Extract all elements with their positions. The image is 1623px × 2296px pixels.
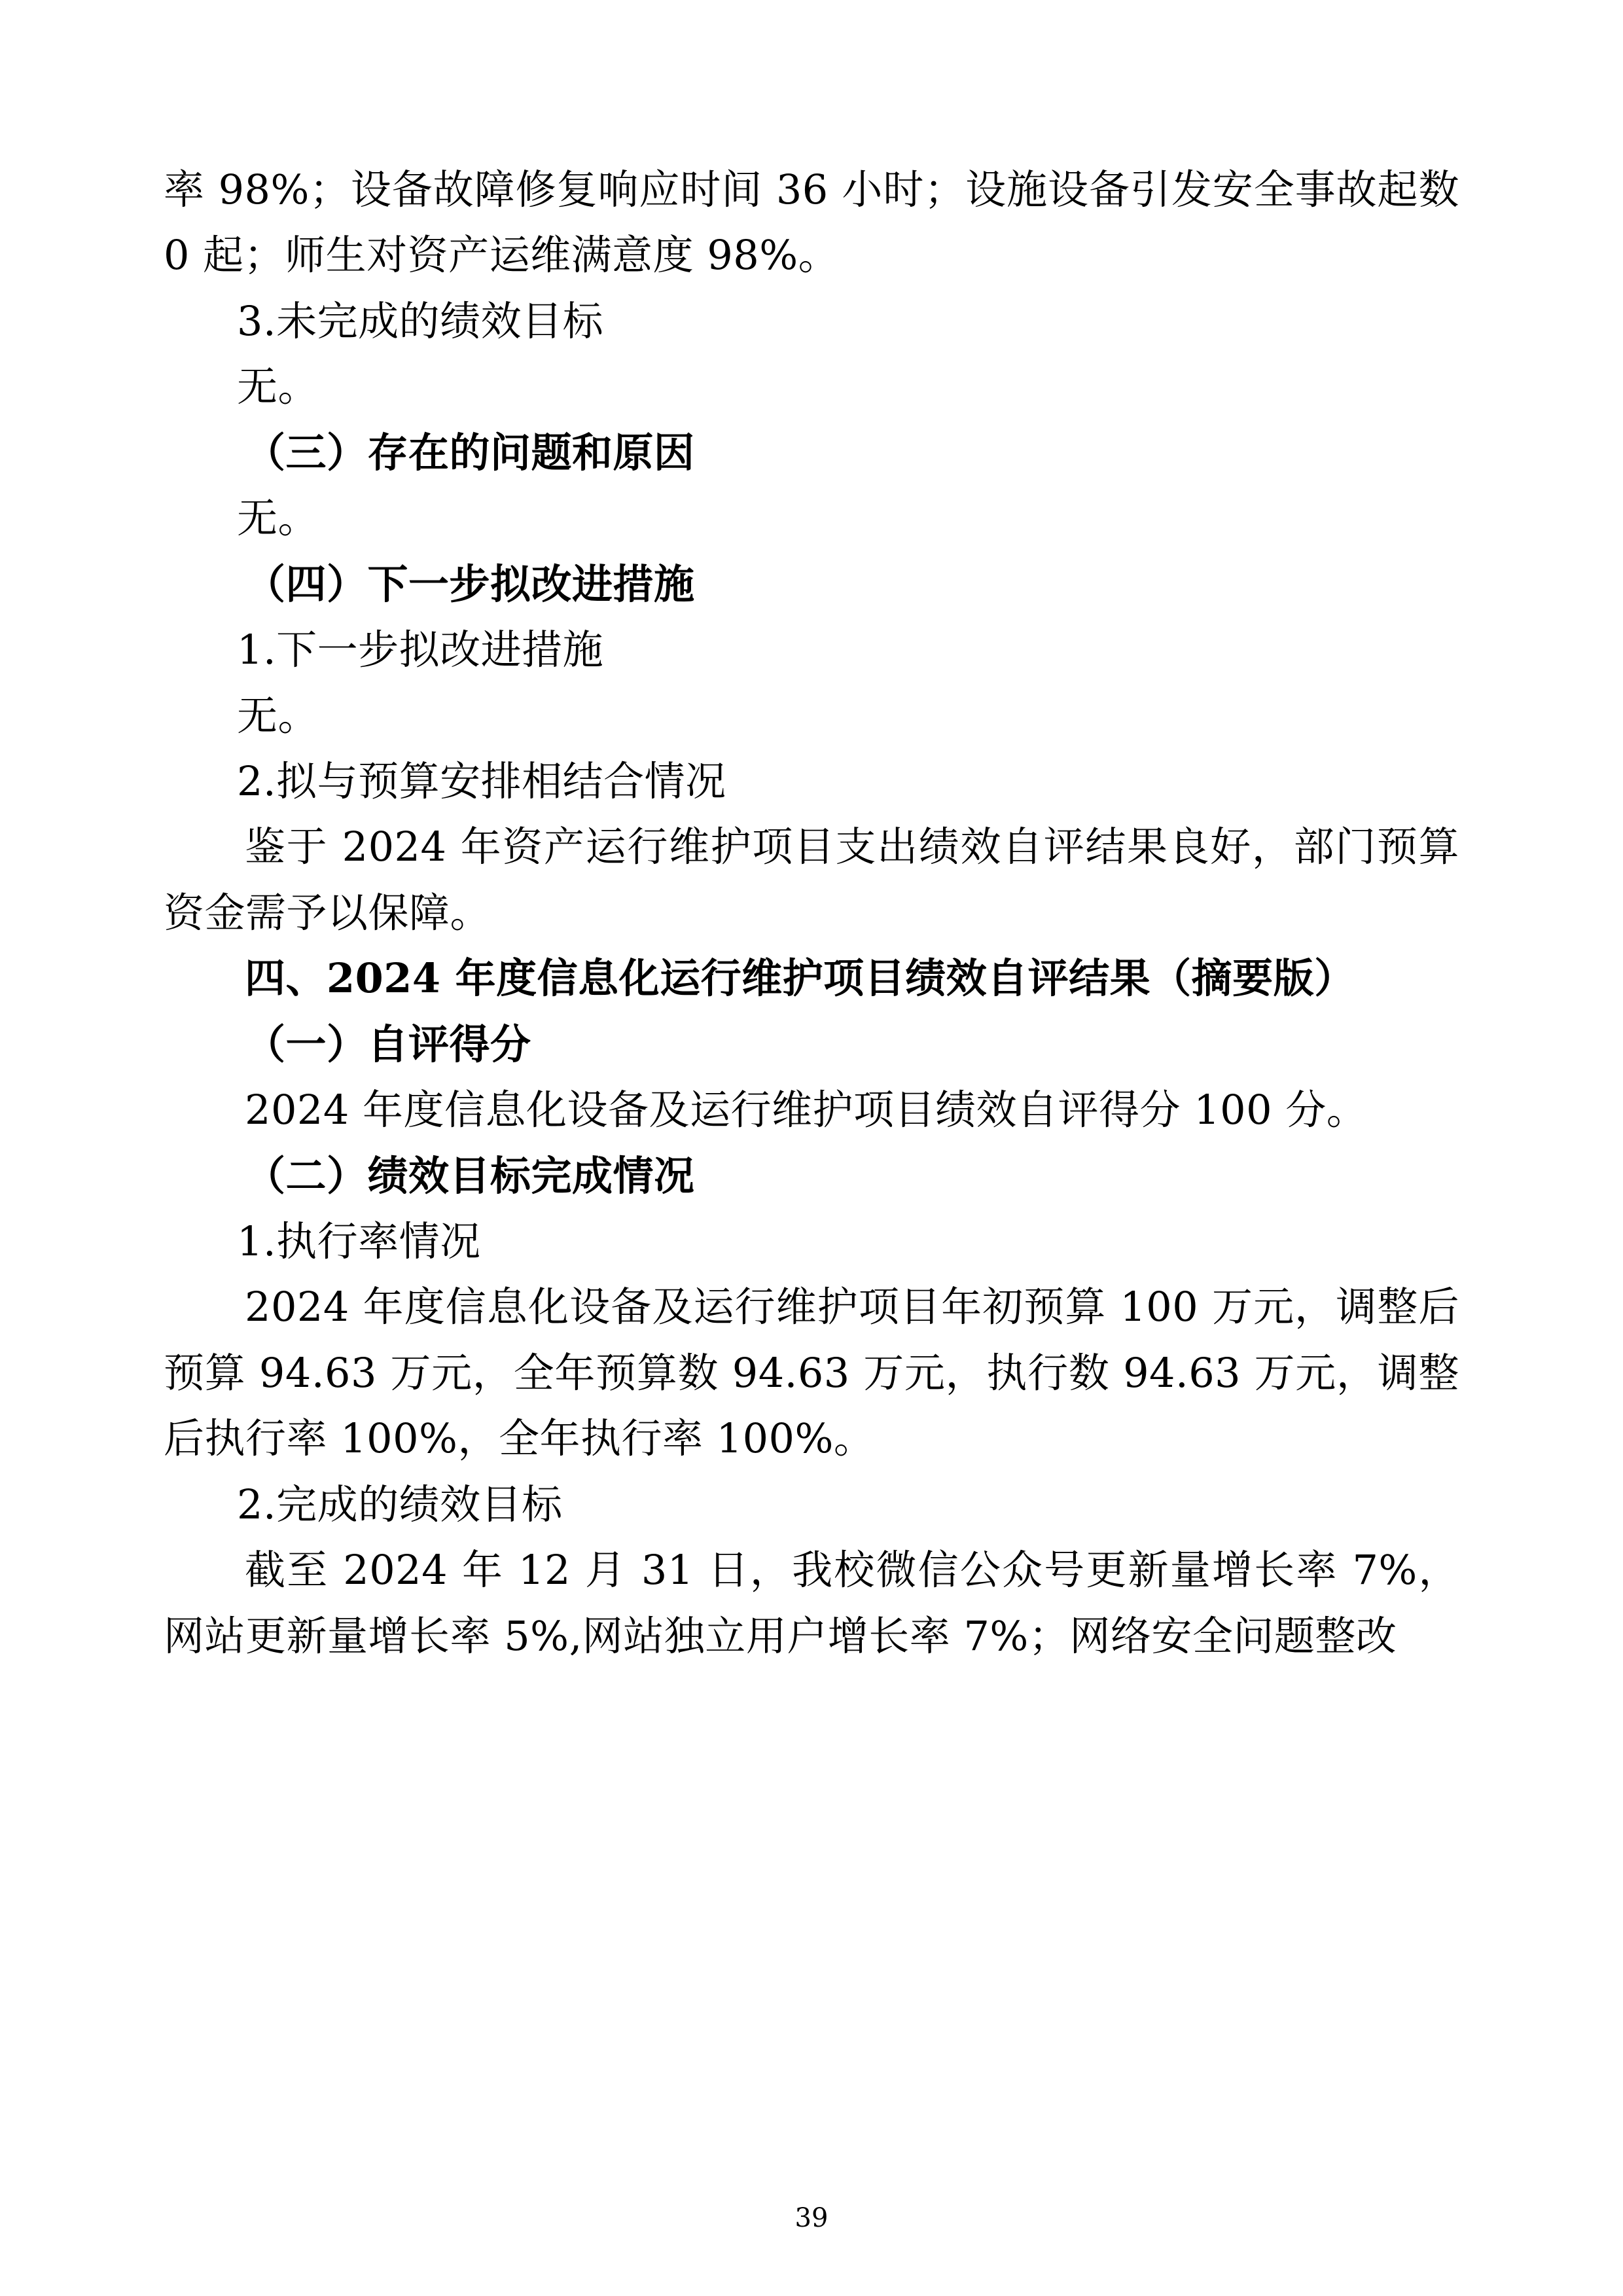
- paragraph-self-evaluation-score-body: 2024 年度信息化设备及运行维护项目绩效自评得分 100 分。: [245, 1086, 1368, 1134]
- paragraph-next-step-title: 1.下一步拟改进措施: [237, 626, 604, 674]
- paragraph-execution-rate-body: 2024 年度信息化设备及运行维护项目年初预算 100 万元，调整后预算 94.63 万元，全年预算数 94.63 万元，执行数 94.63 万元，调整后执行率 100%，全年执行率 100%。: [164, 1283, 1459, 1463]
- heading-goal-completion: （二）绩效目标完成情况: [245, 1151, 695, 1200]
- paragraph-unfinished-goals-body: 无。: [237, 363, 319, 411]
- heading-next-step-measures: （四）下一步拟改进措施: [245, 560, 695, 608]
- paragraph-execution-rate-title: 1.执行率情况: [237, 1217, 481, 1265]
- paragraph-completed-goals-title: 2.完成的绩效目标: [237, 1480, 563, 1528]
- paragraph-problems-body: 无。: [237, 494, 319, 543]
- paragraph-continuation: 率 98%；设备故障修复响应时间 36 小时；设施设备引发安全事故起数 0 起；师生对资产运维满意度 98%。: [164, 166, 1459, 279]
- heading-section-four: 四、2024 年度信息化运行维护项目绩效自评结果（摘要版）: [245, 954, 1355, 1003]
- paragraph-completed-goals-body: 截至 2024 年 12 月 31 日，我校微信公众号更新量增长率 7%，网站更新量增长率 5%,网站独立用户增长率 7%；网络安全问题整改: [164, 1546, 1459, 1660]
- paragraph-budget-combination-title: 2.拟与预算安排相结合情况: [237, 757, 726, 805]
- page-number: 39: [794, 2203, 829, 2233]
- heading-problems-and-causes: （三）存在的问题和原因: [245, 428, 695, 476]
- paragraph-next-step-body: 无。: [237, 691, 319, 740]
- paragraph-unfinished-goals-title: 3.未完成的绩效目标: [237, 296, 604, 345]
- heading-self-evaluation-score: （一）自评得分: [245, 1020, 531, 1068]
- paragraph-budget-combination-body: 鉴于 2024 年资产运行维护项目支出绩效自评结果良好，部门预算资金需予以保障。: [164, 823, 1459, 937]
